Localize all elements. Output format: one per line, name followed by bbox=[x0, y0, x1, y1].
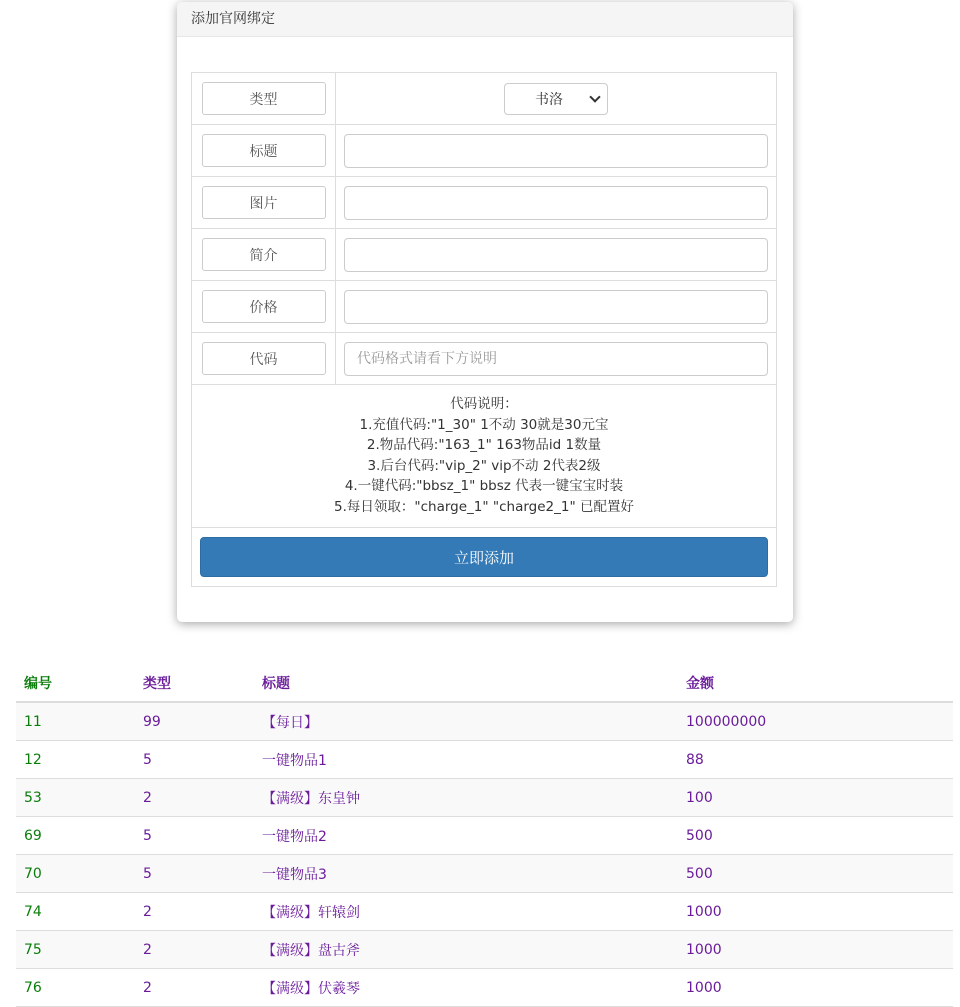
image-label: 图片 bbox=[202, 186, 326, 219]
table-row[interactable] bbox=[16, 893, 953, 931]
cell-amount: 1000 bbox=[686, 903, 722, 920]
cell-type: 2 bbox=[143, 979, 152, 996]
cell-id: 76 bbox=[24, 979, 42, 996]
cell-type: 5 bbox=[143, 751, 152, 768]
cell-amount: 100000000 bbox=[686, 713, 767, 730]
image-input[interactable] bbox=[344, 186, 768, 220]
form-row-image bbox=[192, 177, 776, 229]
add-binding-panel bbox=[177, 2, 793, 622]
title-input[interactable] bbox=[344, 134, 768, 168]
cell-id: 74 bbox=[24, 903, 42, 920]
item-table bbox=[16, 664, 953, 1007]
cell-title[interactable]: 一键物品2 bbox=[262, 828, 327, 845]
type-select[interactable] bbox=[504, 83, 608, 115]
code-instructions-line: 3.后台代码:"vip_2" vip不动 2代表2级 bbox=[367, 457, 601, 474]
form-row-type bbox=[192, 73, 776, 125]
chevron-down-icon bbox=[589, 91, 600, 102]
type-select-value: 书洛 bbox=[535, 91, 563, 108]
code-instructions-line: 代码说明： bbox=[450, 396, 518, 412]
cell-id: 12 bbox=[24, 751, 42, 768]
form-row-price bbox=[192, 281, 776, 333]
cell-amount: 100 bbox=[686, 789, 713, 806]
code-instructions bbox=[192, 385, 776, 528]
code-instructions-line: 2.物品代码:"163_1" 163物品id 1数量 bbox=[366, 437, 602, 453]
cell-title[interactable]: 【每日】 bbox=[262, 714, 318, 731]
form-row-title bbox=[192, 125, 776, 177]
cell-type: 99 bbox=[143, 713, 161, 730]
table-row[interactable] bbox=[16, 703, 953, 741]
intro-input[interactable] bbox=[344, 238, 768, 272]
cell-amount: 88 bbox=[686, 751, 704, 768]
column-header-title: 标题 bbox=[262, 675, 290, 692]
cell-id: 75 bbox=[24, 941, 42, 958]
cell-type: 2 bbox=[143, 941, 152, 958]
table-row[interactable] bbox=[16, 855, 953, 893]
code-label: 代码 bbox=[202, 342, 326, 375]
cell-id: 11 bbox=[24, 713, 42, 730]
cell-title[interactable]: 一键物品1 bbox=[262, 752, 327, 769]
table-row[interactable] bbox=[16, 969, 953, 1007]
table-row[interactable] bbox=[16, 779, 953, 817]
code-input[interactable] bbox=[344, 342, 768, 376]
cell-amount: 500 bbox=[686, 865, 713, 882]
table-header-row bbox=[16, 664, 953, 703]
cell-type: 2 bbox=[143, 789, 152, 806]
form-row-intro bbox=[192, 229, 776, 281]
cell-title[interactable]: 一键物品3 bbox=[262, 866, 327, 883]
cell-id: 69 bbox=[24, 827, 42, 844]
cell-type: 2 bbox=[143, 903, 152, 920]
table-row[interactable] bbox=[16, 741, 953, 779]
cell-title[interactable]: 【满级】东皇钟 bbox=[262, 790, 360, 807]
cell-amount: 1000 bbox=[686, 979, 722, 996]
cell-amount: 1000 bbox=[686, 941, 722, 958]
intro-label: 简介 bbox=[202, 238, 326, 271]
code-instructions-line: 5.每日领取："charge_1" "charge2_1" 已配置好 bbox=[334, 498, 634, 515]
price-label: 价格 bbox=[202, 290, 326, 323]
cell-title[interactable]: 【满级】伏羲琴 bbox=[262, 980, 360, 997]
cell-type: 5 bbox=[143, 827, 152, 844]
type-label: 类型 bbox=[202, 82, 326, 115]
column-header-amount: 金额 bbox=[686, 675, 714, 692]
table-row[interactable] bbox=[16, 817, 953, 855]
column-header-type: 类型 bbox=[143, 675, 171, 692]
code-instructions-line: 4.一键代码:"bbsz_1" bbsz 代表一键宝宝时装 bbox=[344, 478, 624, 494]
cell-type: 5 bbox=[143, 865, 152, 882]
cell-title[interactable]: 【满级】盘古斧 bbox=[262, 942, 360, 959]
column-header-id: 编号 bbox=[24, 675, 52, 692]
code-instructions-line: 1.充值代码:"1_30" 1不动 30就是30元宝 bbox=[359, 416, 609, 433]
cell-amount: 500 bbox=[686, 827, 713, 844]
submit-add-button[interactable]: 立即添加 bbox=[200, 537, 768, 577]
table-row[interactable] bbox=[16, 931, 953, 969]
panel-title: 添加官网绑定 bbox=[177, 2, 793, 37]
cell-id: 70 bbox=[24, 865, 42, 882]
cell-title[interactable]: 【满级】轩辕剑 bbox=[262, 904, 360, 921]
form-row-code bbox=[192, 333, 776, 385]
cell-id: 53 bbox=[24, 789, 42, 806]
title-label: 标题 bbox=[202, 134, 326, 167]
binding-form bbox=[191, 72, 777, 587]
price-input[interactable] bbox=[344, 290, 768, 324]
